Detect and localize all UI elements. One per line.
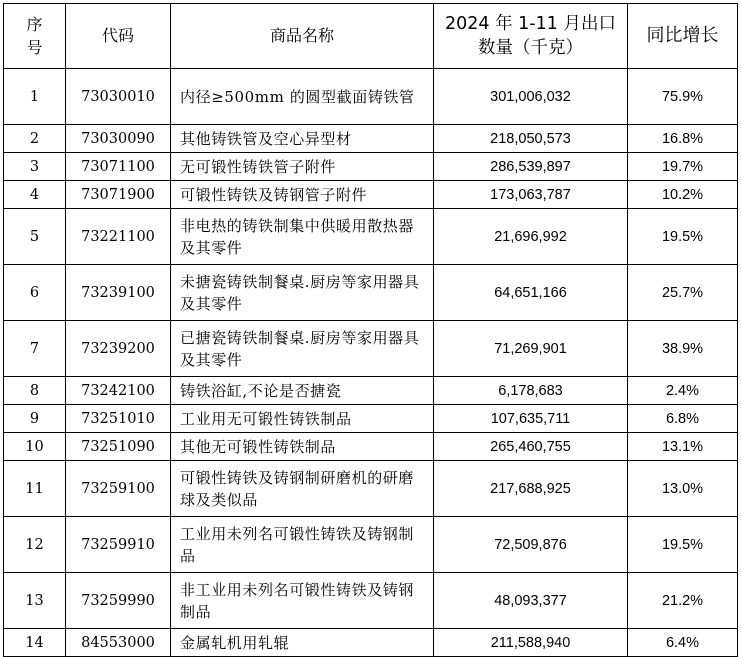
row-index: 12 <box>4 517 66 573</box>
row-yoy: 21.2% <box>628 573 738 629</box>
row-index: 9 <box>4 405 66 433</box>
table-row <box>4 629 738 657</box>
row-qty: 211,588,940 <box>434 629 628 657</box>
row-qty: 173,063,787 <box>434 181 628 209</box>
row-yoy: 16.8% <box>628 125 738 153</box>
row-code: 73239100 <box>66 265 171 321</box>
row-yoy: 10.2% <box>628 181 738 209</box>
row-name: 金属轧机用轧辊 <box>171 629 434 657</box>
row-yoy: 19.7% <box>628 153 738 181</box>
header-qty: 2024 年 1-11 月出口数量（千克） <box>434 4 628 69</box>
row-yoy: 13.1% <box>628 433 738 461</box>
row-yoy: 19.5% <box>628 517 738 573</box>
row-code: 73071100 <box>66 153 171 181</box>
row-yoy: 38.9% <box>628 321 738 377</box>
row-yoy: 25.7% <box>628 265 738 321</box>
row-code: 73259100 <box>66 461 171 517</box>
row-name: 工业用未列名可锻性铸铁及铸钢制品 <box>171 517 434 573</box>
row-yoy: 75.9% <box>628 69 738 125</box>
row-index: 14 <box>4 629 66 657</box>
row-index: 4 <box>4 181 66 209</box>
row-index: 7 <box>4 321 66 377</box>
row-index: 1 <box>4 69 66 125</box>
row-code: 73251010 <box>66 405 171 433</box>
row-code: 73221100 <box>66 209 171 265</box>
row-yoy: 2.4% <box>628 377 738 405</box>
table-row <box>4 321 738 377</box>
row-qty: 265,460,755 <box>434 433 628 461</box>
table-row <box>4 377 738 405</box>
row-code: 73259990 <box>66 573 171 629</box>
row-index: 13 <box>4 573 66 629</box>
row-code: 73259910 <box>66 517 171 573</box>
table-row <box>4 69 738 125</box>
row-code: 73030090 <box>66 125 171 153</box>
row-yoy: 6.4% <box>628 629 738 657</box>
row-index: 5 <box>4 209 66 265</box>
row-index: 11 <box>4 461 66 517</box>
table-row <box>4 405 738 433</box>
row-qty: 107,635,711 <box>434 405 628 433</box>
table-row <box>4 153 738 181</box>
row-name: 其他无可锻性铸铁制品 <box>171 433 434 461</box>
row-qty: 71,269,901 <box>434 321 628 377</box>
row-qty: 6,178,683 <box>434 377 628 405</box>
row-qty: 301,006,032 <box>434 69 628 125</box>
export-table <box>3 3 738 657</box>
row-code: 84553000 <box>66 629 171 657</box>
header-code: 代码 <box>66 4 171 69</box>
row-name: 可锻性铸铁及铸钢管子附件 <box>171 181 434 209</box>
row-code: 73242100 <box>66 377 171 405</box>
row-name: 无可锻性铸铁管子附件 <box>171 153 434 181</box>
row-index: 2 <box>4 125 66 153</box>
header-name: 商品名称 <box>171 4 434 69</box>
row-index: 3 <box>4 153 66 181</box>
table-row <box>4 265 738 321</box>
row-yoy: 19.5% <box>628 209 738 265</box>
table-row <box>4 125 738 153</box>
row-qty: 286,539,897 <box>434 153 628 181</box>
table-row <box>4 573 738 629</box>
row-name: 其他铸铁管及空心异型材 <box>171 125 434 153</box>
row-name: 非电热的铸铁制集中供暖用散热器及其零件 <box>171 209 434 265</box>
row-code: 73251090 <box>66 433 171 461</box>
row-name: 已搪瓷铸铁制餐桌.厨房等家用器具及其零件 <box>171 321 434 377</box>
row-index: 6 <box>4 265 66 321</box>
row-yoy: 13.0% <box>628 461 738 517</box>
row-yoy: 6.8% <box>628 405 738 433</box>
row-qty: 21,696,992 <box>434 209 628 265</box>
table-row <box>4 461 738 517</box>
row-code: 73239200 <box>66 321 171 377</box>
row-name: 铸铁浴缸,不论是否搪瓷 <box>171 377 434 405</box>
row-name: 内径≥500mm 的圆型截面铸铁管 <box>171 69 434 125</box>
row-code: 73030010 <box>66 69 171 125</box>
table-row <box>4 433 738 461</box>
header-index: 序号 <box>4 4 66 69</box>
table-row <box>4 181 738 209</box>
header-yoy: 同比增长 <box>628 4 738 69</box>
row-name: 工业用无可锻性铸铁制品 <box>171 405 434 433</box>
table-row <box>4 517 738 573</box>
header-row <box>4 4 738 69</box>
row-index: 8 <box>4 377 66 405</box>
row-code: 73071900 <box>66 181 171 209</box>
row-index: 10 <box>4 433 66 461</box>
table-row <box>4 209 738 265</box>
row-qty: 64,651,166 <box>434 265 628 321</box>
row-name: 未搪瓷铸铁制餐桌.厨房等家用器具及其零件 <box>171 265 434 321</box>
row-qty: 48,093,377 <box>434 573 628 629</box>
row-name: 可锻性铸铁及铸钢制研磨机的研磨球及类似品 <box>171 461 434 517</box>
row-qty: 218,050,573 <box>434 125 628 153</box>
row-qty: 72,509,876 <box>434 517 628 573</box>
row-name: 非工业用未列名可锻性铸铁及铸钢制品 <box>171 573 434 629</box>
row-qty: 217,688,925 <box>434 461 628 517</box>
